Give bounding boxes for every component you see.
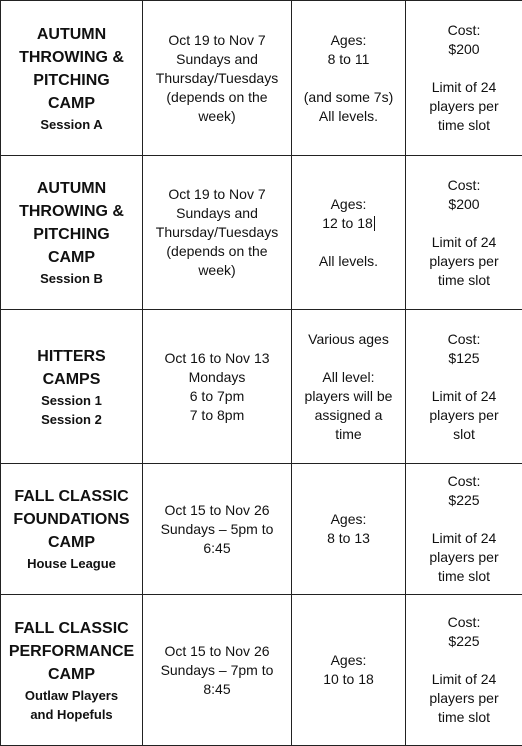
spacer (410, 651, 518, 670)
cell-text-line: Thursday/Tuesdays (147, 223, 287, 242)
cell-text-line: (depends on the (147, 88, 287, 107)
camp-cost-cell (406, 1, 522, 156)
cell-text-line: players will be (296, 387, 401, 406)
spacer (296, 349, 401, 368)
camp-ages-cell (292, 1, 406, 156)
cell-text-line: Mondays (147, 368, 287, 387)
camp-name-cell (1, 310, 143, 464)
spacer (296, 233, 401, 252)
cell-text-line: 8 to 13 (296, 529, 401, 548)
camp-name-cell (1, 1, 143, 156)
cell-text-line: week) (147, 261, 287, 280)
cell-text-line: 6:45 (147, 539, 287, 558)
camp-dates-cell (143, 595, 292, 746)
camp-session-line: and Hopefuls (5, 705, 138, 724)
cell-text-line: time (296, 425, 401, 444)
cell-text-line: Limit of 24 (410, 529, 518, 548)
camp-title-line: FALL CLASSIC (5, 617, 138, 640)
camp-title-line: PERFORMANCE (5, 640, 138, 663)
cell-text-line: 6 to 7pm (147, 387, 287, 406)
camp-title-line: AUTUMN (5, 23, 138, 46)
camp-title-line: PITCHING (5, 69, 138, 92)
cell-text-line: Oct 19 to Nov 7 (147, 185, 287, 204)
cell-text-line: players per (410, 689, 518, 708)
camp-title-line: FOUNDATIONS (5, 508, 138, 531)
spacer (410, 510, 518, 529)
cell-text-line: players per (410, 548, 518, 567)
camp-cost-cell (406, 464, 522, 595)
cell-text-line: time slot (410, 271, 518, 290)
cell-text-line: Cost: (410, 472, 518, 491)
cell-text-line: All levels. (296, 107, 401, 126)
camp-cost-cell (406, 310, 522, 464)
camp-title-line: THROWING & (5, 200, 138, 223)
camp-name-cell (1, 156, 143, 310)
spacer (410, 368, 518, 387)
camp-session-line: Session 2 (5, 410, 138, 429)
camp-ages-cell (292, 310, 406, 464)
cell-text-line: $225 (410, 491, 518, 510)
cell-text-line: All levels. (296, 252, 401, 271)
cell-text-line: Ages: (296, 651, 401, 670)
camp-title-line: AUTUMN (5, 177, 138, 200)
camp-title-line: CAMP (5, 663, 138, 686)
cell-text-line: Limit of 24 (410, 78, 518, 97)
cell-text-line: players per (410, 97, 518, 116)
spacer (296, 69, 401, 88)
cell-text-line: Sundays and (147, 50, 287, 69)
cell-text-line: All level: (296, 368, 401, 387)
cell-text-line: Ages: (296, 31, 401, 50)
cell-text-line: Oct 19 to Nov 7 (147, 31, 287, 50)
camp-title-line: CAMPS (5, 368, 138, 391)
cell-text-line: Limit of 24 (410, 670, 518, 689)
cell-text-line: Limit of 24 (410, 233, 518, 252)
camp-row-autumn-session-a (1, 1, 522, 156)
camp-dates-cell (143, 464, 292, 595)
camp-ages-cell (292, 595, 406, 746)
cell-text-line: Ages: (296, 510, 401, 529)
camp-title-line: CAMP (5, 531, 138, 554)
cell-text-line: time slot (410, 567, 518, 586)
cell-text-line: Sundays – 7pm to (147, 661, 287, 680)
camp-title-line: FALL CLASSIC (5, 485, 138, 508)
camp-session-line: Session B (5, 269, 138, 288)
cell-text-line: 7 to 8pm (147, 406, 287, 425)
cell-text-line: 12 to 18 (296, 214, 401, 233)
cell-text-line: 10 to 18 (296, 670, 401, 689)
camp-session-line: House League (5, 554, 138, 573)
cell-text-line: $200 (410, 40, 518, 59)
camp-title-line: CAMP (5, 246, 138, 269)
spacer (410, 59, 518, 78)
cell-text-line: 8:45 (147, 680, 287, 699)
cell-text-line: slot (410, 425, 518, 444)
cell-text-line: week) (147, 107, 287, 126)
camp-cost-cell (406, 595, 522, 746)
camp-dates-cell (143, 1, 292, 156)
camp-title-line: HITTERS (5, 345, 138, 368)
camp-title-line: CAMP (5, 92, 138, 115)
cell-text-line: Cost: (410, 330, 518, 349)
camp-dates-cell (143, 310, 292, 464)
camp-title-line: THROWING & (5, 46, 138, 69)
camp-dates-cell (143, 156, 292, 310)
camp-ages-cell (292, 156, 406, 310)
cell-text-line: Ages: (296, 195, 401, 214)
camp-row-fall-performance (1, 595, 522, 746)
cell-text-line: players per (410, 406, 518, 425)
cell-text-line: $200 (410, 195, 518, 214)
cell-text-line: $125 (410, 349, 518, 368)
cell-text-line: (depends on the (147, 242, 287, 261)
camp-row-autumn-session-b (1, 156, 522, 310)
camp-ages-cell (292, 464, 406, 595)
camp-session-line: Session 1 (5, 391, 138, 410)
camp-name-cell (1, 464, 143, 595)
camp-session-line: Outlaw Players (5, 686, 138, 705)
cell-text-line: players per (410, 252, 518, 271)
text-cursor-icon (374, 216, 375, 231)
cell-text-line: Cost: (410, 176, 518, 195)
camp-row-hitters (1, 310, 522, 464)
cell-text-line: Thursday/Tuesdays (147, 69, 287, 88)
camp-schedule-body (1, 1, 522, 746)
spacer (410, 214, 518, 233)
cell-text-line: Limit of 24 (410, 387, 518, 406)
cell-text-line: Various ages (296, 330, 401, 349)
cell-text-line: Cost: (410, 21, 518, 40)
cell-text-line: Cost: (410, 613, 518, 632)
camp-cost-cell (406, 156, 522, 310)
cell-text-line: $225 (410, 632, 518, 651)
camp-title-line: PITCHING (5, 223, 138, 246)
cell-text-line: 8 to 11 (296, 50, 401, 69)
cell-text-line: time slot (410, 708, 518, 727)
cell-text-line: (and some 7s) (296, 88, 401, 107)
cell-text-line: Sundays – 5pm to (147, 520, 287, 539)
cell-text-line: Oct 15 to Nov 26 (147, 642, 287, 661)
camp-row-fall-foundations (1, 464, 522, 595)
cell-text-line: assigned a (296, 406, 401, 425)
camp-session-line: Session A (5, 115, 138, 134)
cell-text-line: Oct 16 to Nov 13 (147, 349, 287, 368)
cell-text-line: Sundays and (147, 204, 287, 223)
cell-text-line: Oct 15 to Nov 26 (147, 501, 287, 520)
cell-text-line: time slot (410, 116, 518, 135)
camp-name-cell (1, 595, 143, 746)
